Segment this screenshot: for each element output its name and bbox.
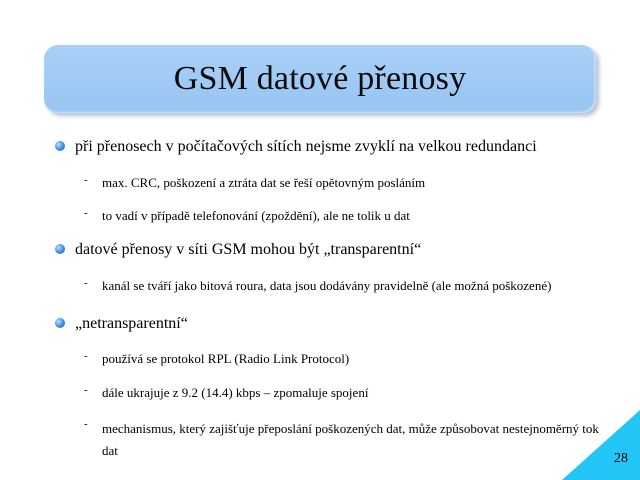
bullet-icon <box>55 244 65 254</box>
bullet-icon <box>55 141 65 151</box>
sub-item-text: kanál se tváří jako bitová roura, data jsou dodávány pravidelně (ale možná poškozené) <box>102 278 552 293</box>
dash-icon: - <box>84 350 88 362</box>
sub-item-text: mechanismus, který zajišťuje přeposlání poškozených dat, může způsobovat nestejnoměrný tok dat <box>102 421 599 458</box>
dash-icon: - <box>84 207 88 219</box>
dash-icon: - <box>84 418 88 430</box>
slide-title: GSM datové přenosy <box>173 60 467 97</box>
bullet-icon <box>55 318 65 328</box>
sub-item-text: to vadí v případě telefonování (zpoždění), ale ne tolik u dat <box>102 208 410 223</box>
sub-item-text: max. CRC, poškození a ztráta dat se řeší opětovným posláním <box>102 175 426 190</box>
bullet-text: při přenosech v počítačových sítích nejsme zvyklí na velkou redundanci <box>75 138 537 155</box>
sub-item-text: dále ukrajuje z 9.2 (14.4) kbps – zpomaluje spojení <box>102 385 369 400</box>
sub-item-text: používá se protokol RPL (Radio Link Protocol) <box>102 351 350 366</box>
bullet-text: „netransparentní“ <box>75 315 188 332</box>
dash-icon: - <box>84 384 88 396</box>
corner-accent-triangle <box>562 410 640 480</box>
bullet-text: datové přenosy v síti GSM mohou být „transparentní“ <box>75 241 422 258</box>
dash-icon: - <box>84 277 88 289</box>
dash-icon: - <box>84 174 88 186</box>
page-number: 28 <box>614 451 628 466</box>
